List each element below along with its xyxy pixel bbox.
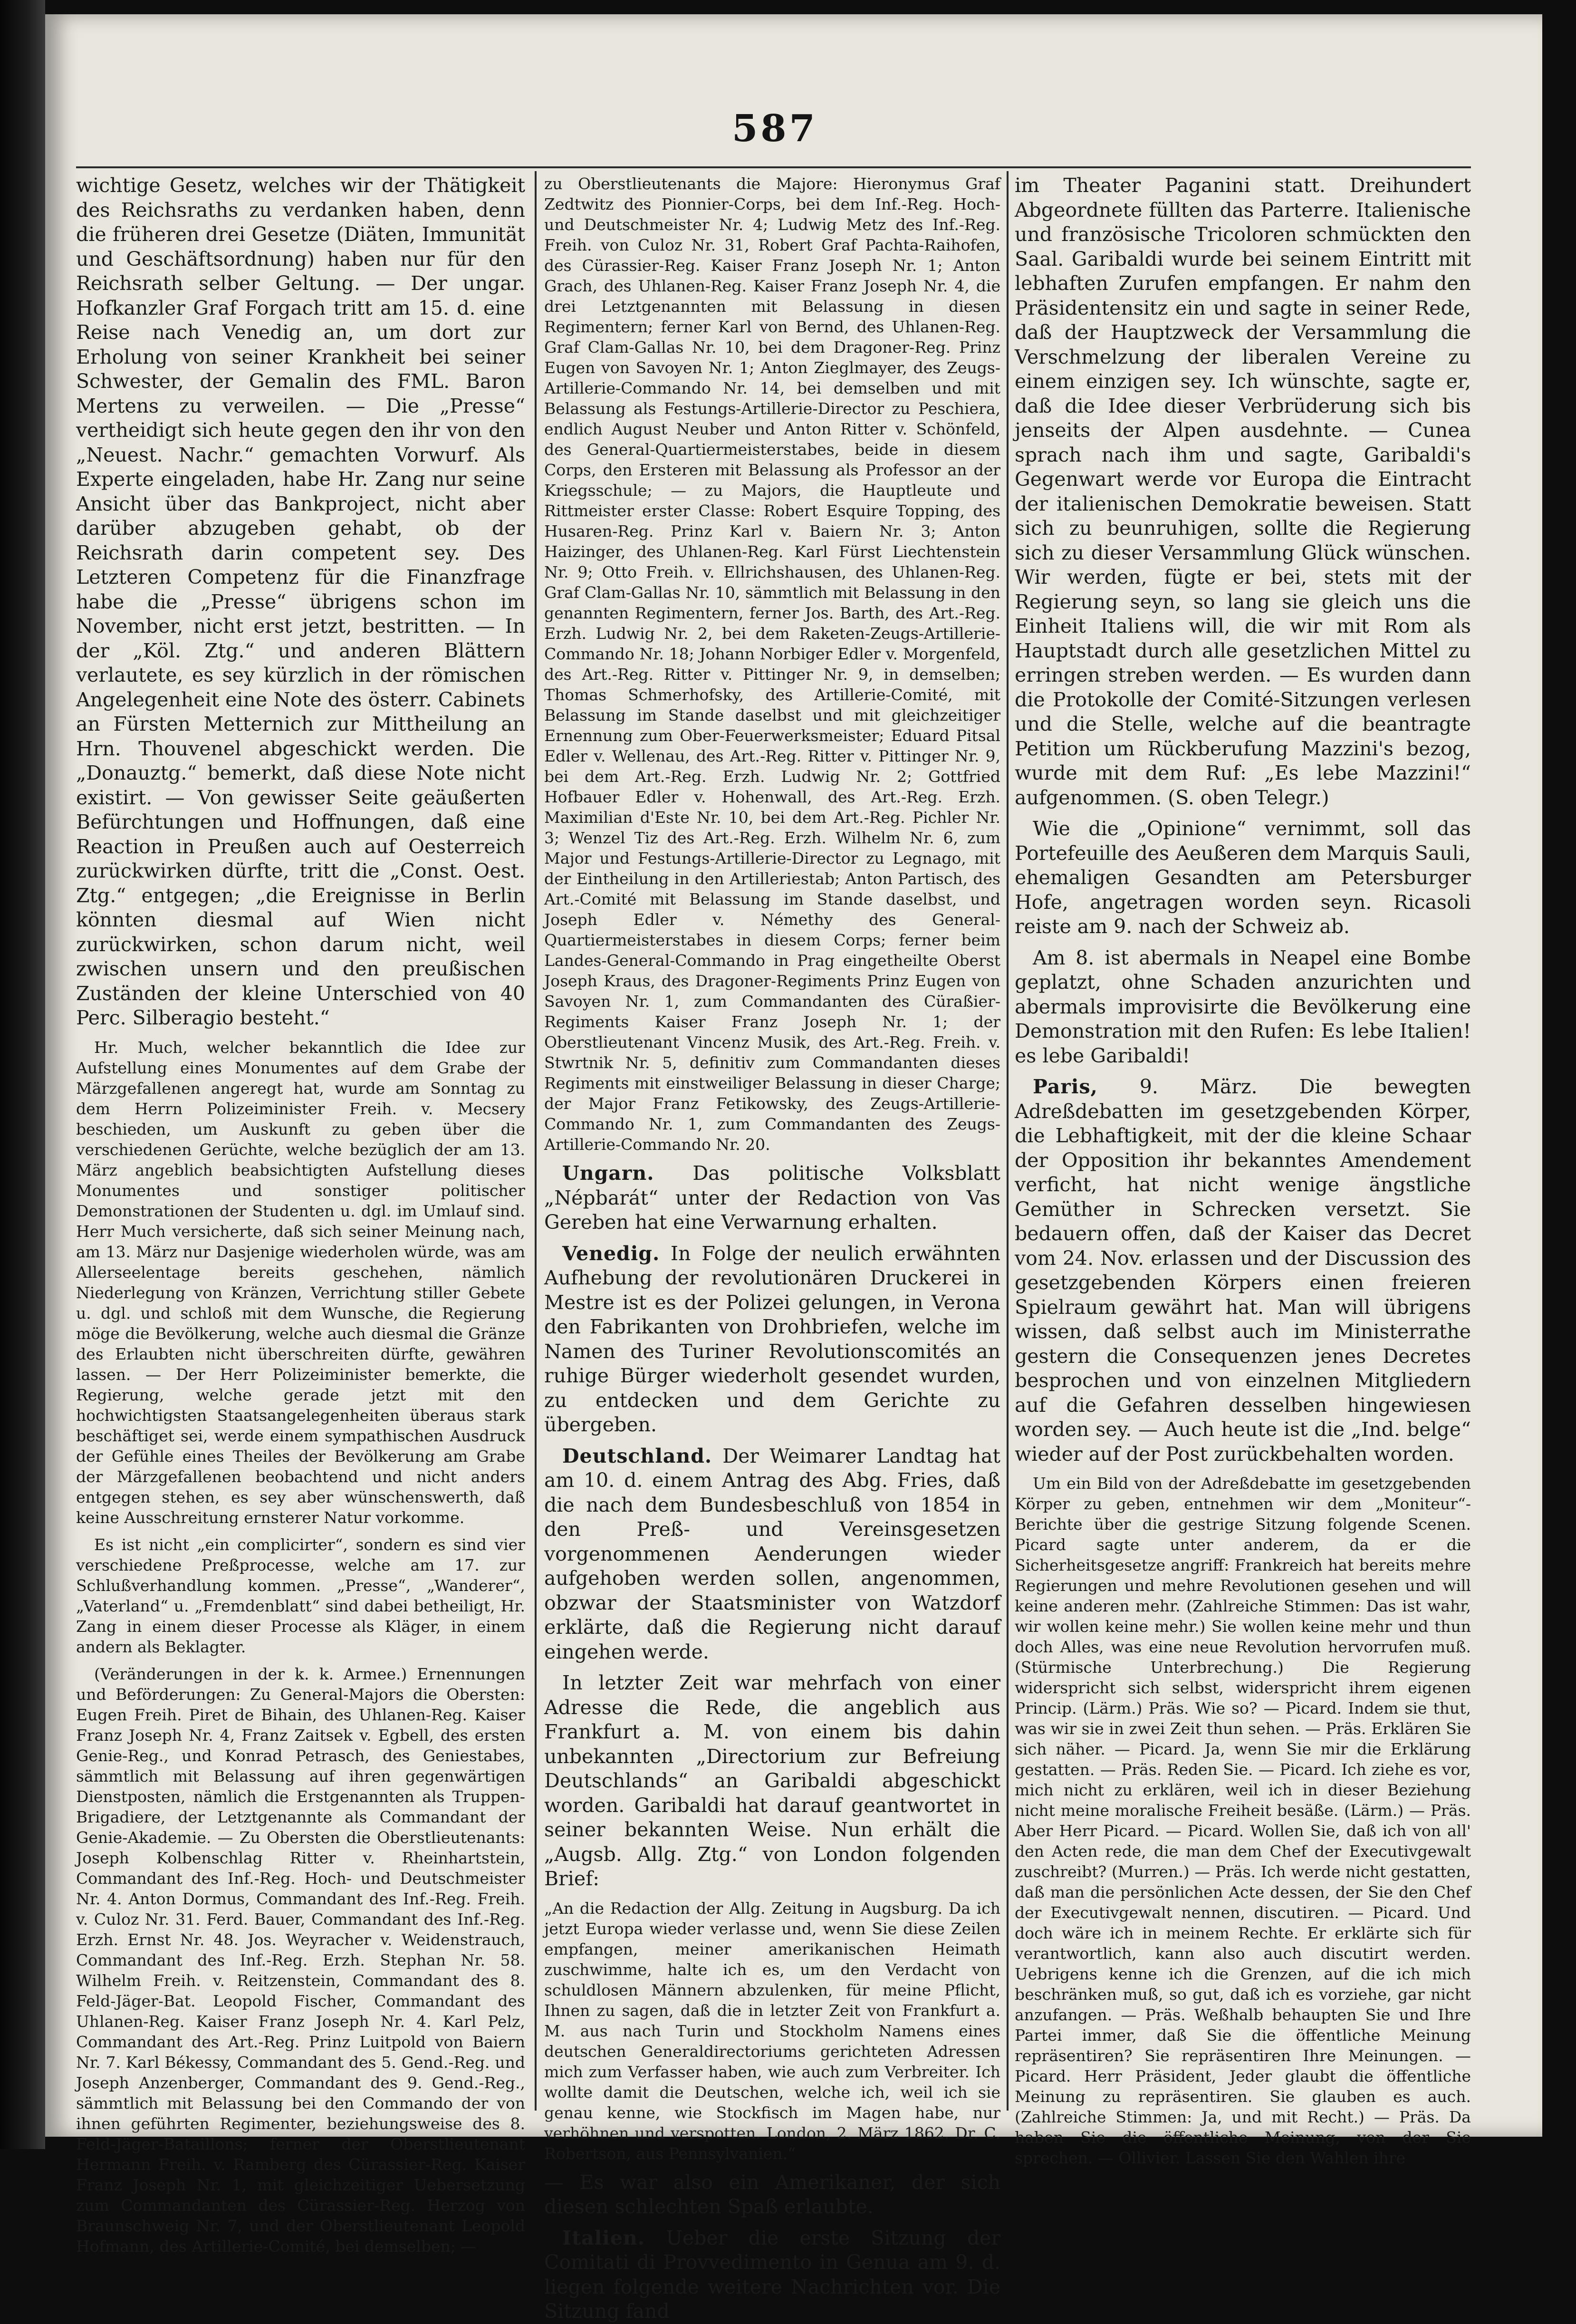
article-paragraph [1015,946,1471,1069]
column-divider [1007,171,1009,2111]
article-paragraph [1015,1473,1471,2168]
paragraph-text: 9. März. Die bewegten Adreßdebatten im gesetzgebenden Körper, die Lebhaftigkeit, mit der die kleine Schaar der Opposition ihr bekanntes Amendement verficht, hat nicht wenige ängstliche Gemüther in Schrecken versetzt. Sie bedauern offen, daß der Kaiser das Decret vom 24. Nov. erlassen und der Discussion des gesetzgebenden Körpers einen freieren Spielraum gewährt hat. Man will übrigens wissen, daß selbst auch im Ministerrathe gestern die Consequenzen jenes Decretes besprochen und von einzelnen Mitgliedern auf die Gefahren desselben hingewiesen worden sey. — Auch heute ist die „Ind. belge“ wieder auf der Post zurückbehalten worden. [1015,1075,1471,1466]
section-keyword: Paris, [1033,1075,1098,1098]
paragraph-text: Um ein Bild von der Adreßdebatte im gesetzgebenden Körper zu geben, entnehmen wir dem „Moniteur“-Berichte über die gestrige Sitzung folgende Scenen. Picard sagte unter anderem, da er die Sicherheitsgesetze angriff: Frankreich hat bereits mehre Regierungen und mehre Revolutionen gesehen und will keine anderen mehr. (Zahlreiche Stimmen: Das ist wahr, wir wollen keine mehr.) Sie wollen keine mehr und thun doch Alles, was eine neue Revolution hervorrufen muß. (Stürmische Unterbrechung.) Die Regierung widerspricht sich selbst, widerspricht ihrem eigenen Princip. (Lärm.) Präs. Wie so? — Picard. Indem sie thut, was wir sie in zwei Zeit thun sehen. — Präs. Erklären Sie sich näher. — Picard. Ja, wenn Sie mir die Erklärung gestatten. — Präs. Reden Sie. — Picard. Ich ziehe es vor, mich nicht zu erklären, weil ich in dieser Beziehung nicht meine moralische Freiheit besäße. (Lärm.) — Präs. Aber Herr Picard. — Picard. Wollen Sie, daß ich von all' den Acten rede, die man dem Chef der Executivgewalt zuschreibt? (Murren.) — Präs. Ich werde nicht gestatten, daß man die persönlichen Acte dessen, der Sie den Chef der Executivgewalt nennen, discutiren. — Picard. Und doch wäre ich in meinem Rechte. Er erklärte sich für verantwortlich, kann also auch discutirt werden. Uebrigens kenne ich die Grenzen, auf die ich mich beschränken muß, so gut, daß ich es vorziehe, gar nicht anzufangen. — Präs. Weßhalb behaupten Sie und Ihre Partei immer, daß Sie die öffentliche Meinung repräsentiren? Sie repräsentiren Ihre Meinungen. — Picard. Herr Präsident, Jeder glaubt die öffentliche Meinung zu repräsentiren. Sie glauben es auch. (Zahlreiche Stimmen: Ja, und mit Recht.) — Präs. Da haben Sie die öffentliche Meinung, von der Sie sprechen. — Ollivier. Lassen Sie den Wahlen ihre [1015,1474,1471,2167]
article-paragraph [544,1898,1000,2164]
paragraph-text: In Folge der neulich erwähnten Aufhebung der revolutionären Druckerei in Mestre ist es der Polizei gelungen, in Verona den Fabrikanten von Drohbriefen, welche im Namen des Turiner Revolutionscomités an ruhige Bürger wiederholt gesendet wurden, zu entdecken und dem Gerichte zu übergeben. [544,1242,1000,1436]
section-keyword: Venedig. [562,1242,660,1265]
article-paragraph [544,174,1000,1155]
article-paragraph [76,1037,525,1528]
article-paragraph [76,1534,525,1657]
paragraph-text: wichtige Gesetz, welches wir der Thätigkeit des Reichsraths zu verdanken haben, denn die früheren drei Gesetze (Diäten, Immunität und Geschäftsordnung) haben nur für den Reichsrath selber Geltung. — Der ungar. Hofkanzler Graf Forgach tritt am 15. d. eine Reise nach Venedig an, um dort zur Erholung von seiner Krankheit bei seiner Schwester, der Gemalin des FML. Baron Mertens zu verweilen. — Die „Presse“ vertheidigt sich heute gegen den ihr von den „Neuest. Nachr.“ gemachten Vorwurf. Als Experte eingeladen, habe Hr. Zang nur seine Ansicht über das Bankproject, nicht aber darüber abzugeben gehabt, ob der Reichsrath darin competent sey. Des Letzteren Competenz für die Finanzfrage habe die „Presse“ übrigens schon im November, nicht erst jetzt, bestritten. — In der „Köl. Ztg.“ und anderen Blättern verlautete, es sey kürzlich in der römischen Angelegenheit eine Note des österr. Cabinets an Fürsten Metternich zur Mittheilung an Hrn. Thouvenel abgeschickt werden. Die „Donauztg.“ bemerkt, daß diese Note nicht existirt. — Von gewisser Seite geäußerten Befürchtungen und Hoffnungen, daß eine Reaction in Preußen auch auf Oesterreich zurückwirken dürfte, tritt die „Const. Oest. Ztg.“ entgegen; „die Ereignisse in Berlin könnten diesmal auf Wien nicht zurückwirken, schon darum nicht, weil zwischen unsern und den preußischen Zuständen der kleine Unterschied von 40 Perc. Silberagio besteht.“ [76,174,525,1029]
paragraph-text: Es ist nicht „ein complicirter“, sondern es sind vier verschiedene Preßprocesse, welche am 17. zur Schlußverhandlung kommen. „Presse“, „Wanderer“, „Vaterland“ u. „Fremdenblatt“ sind dabei betheiligt, Hr. Zang in einem dieser Processe als Kläger, in einem andern als Beklagter. [76,1535,525,1656]
column-middle [544,174,1000,2323]
paragraph-text: „An die Redaction der Allg. Zeitung in Augsburg. Da ich jetzt Europa wieder verlasse und, wenn Sie diese Zeilen empfangen, meiner amerikanischen Heimath zuschwimme, halte ich es, um den Verdacht von schuldlosen Männern abzulenken, für meine Pflicht, Ihnen zu sagen, daß die in letzter Zeit von Frankfurt a. M. aus nach Turin und Stockholm Namens eines deutschen Generaldirectoriums gerichteten Adressen mich zum Verfasser haben, wie auch zum Verbreiter. Ich wollte damit die Deutschen, welche ich, weil ich sie genau kenne, wie Stockfisch im Magen habe, nur verhöhnen und verspotten. London, 2. März 1862. Dr. C. Robertson, aus Pennsylvanien.“ [544,1899,1000,2163]
article-paragraph [1015,817,1471,939]
article-paragraph [1015,1075,1471,1466]
article-paragraph [544,1671,1000,1891]
paragraph-text: Hr. Much, welcher bekanntlich die Idee zur Aufstellung eines Monumentes auf dem Grabe der Märzgefallenen angeregt hat, wurde am Sonntag zu dem Herrn Polizeiminister Freih. v. Mecsery beschieden, um Auskunft zu geben über die verschiedenen Gerüchte, welche bezüglich der am 13. März angeblich beabsichtigten Aufstellung dieses Monumentes und sonstiger politischer Demonstrationen der Studenten u. dgl. im Umlauf sind. Herr Much versicherte, daß sich seiner Meinung nach, am 13. März nur Dasjenige wiederholen würde, was am Allerseelentage bereits geschehen, nämlich Niederlegung von Kränzen, Verrichtung stiller Gebete u. dgl. und schloß mit dem Wunsche, die Regierung möge die Bevölkerung, welche auch diesmal die Gränze des Erlaubten nicht überschreiten dürfte, gewähren lassen. — Der Herr Polizeiminister bemerkte, die Regierung, welche gerade jetzt mit den hochwichtigsten Staatsangelegenheiten überaus stark beschäftiget sei, werde einem sympathischen Ausdruck der Gefühle eines Theiles der Bevölkerung am Grabe der Märzgefallenen beobachtend und nicht anders entgegen stehen, es sey aber wünschenswerth, daß keine Ausschreitung ernsterer Natur vorkomme. [76,1038,525,1527]
article-paragraph [76,174,525,1031]
page-number: 587 [732,107,818,150]
article-paragraph [1015,174,1471,810]
paragraph-text: Der Weimarer Landtag hat am 10. d. einem Antrag des Abg. Fries, daß die nach dem Bundesbeschluß von 1854 in den Preß- und Vereinsgesetzen vorgenommenen Aenderungen wieder aufgehoben werden sollen, angenommen, obzwar der Staatsminister von Watzdorf erklärte, daß die Regierung nicht darauf eingehen werde. [544,1444,1000,1663]
article-paragraph [544,2170,1000,2219]
column-right [1015,174,1471,2167]
paragraph-text: Ueber die erste Sitzung der Comitati di Provvedimento in Genua am 9. d. liegen folgende weitere Nachrichten vor. Die Sitzung fand [544,2226,1000,2323]
paragraph-text: — Es war also ein Amerikaner, der sich diesen schlechten Spaß erlaubte. [544,2170,1000,2218]
article-paragraph [544,1242,1000,1437]
paragraph-text: Wie die „Opinione“ vernimmt, soll das Portefeuille des Aeußeren dem Marquis Sauli, ehemaligen Gesandten am Petersburger Hofe, angetragen worden seyn. Ricasoli reiste am 9. nach der Schweiz ab. [1015,817,1471,938]
paragraph-text: im Theater Paganini statt. Dreihundert Abgeordnete füllten das Parterre. Italienische und französische Tricoloren schmückten den Saal. Garibaldi wurde bei seinem Eintritt mit lebhaften Zurufen empfangen. Er nahm den Präsidentensitz ein und sagte in seiner Rede, daß der Hauptzweck der Versammlung die Verschmelzung der liberalen Vereine zu einem einzigen sey. Ich wünschte, sagte er, daß die Idee dieser Verbrüderung sich bis jenseits der Alpen ausdehnte. — Cunea sprach nach ihm und sagte, Garibaldi's Gegenwart werde vor Europa die Eintracht der italienischen Demokratie beweisen. Statt sich zu beunruhigen, sollte die Regierung sich zu dieser Versammlung Glück wünschen. Wir werden, fügte er bei, stets mit der Regierung seyn, so lang sie gleich uns die Einheit Italiens will, die wir mit Rom als Hauptstadt durch alle gesetzlichen Mittel zu erringen streben werden. — Es wurden dann die Protokolle der Comité-Sitzungen verlesen und die Stelle, welche auf die beantragte Petition um Rückberufung Mazzini's bezog, wurde mit dem Ruf: „Es lebe Mazzini!“ aufgenommen. (S. oben Telegr.) [1015,174,1471,809]
article-paragraph [544,1444,1000,1665]
paragraph-text: zu Oberstlieutenants die Majore: Hieronymus Graf Zedtwitz des Pionnier-Corps, bei dem Inf.-Reg. Hoch- und Deutschmeister Nr. 4; Ludwig Metz des Inf.-Reg. Freih. von Culoz Nr. 31, Robert Graf Pachta-Raihofen, des Cürassier-Reg. Kaiser Franz Joseph Nr. 1; Anton Grach, des Uhlanen-Reg. Kaiser Franz Joseph Nr. 4, die drei Letztgenannten mit Belassung in diesen Regimentern; ferner Karl von Bernd, des Uhlanen-Reg. Graf Clam-Gallas Nr. 10, bei dem Dragoner-Reg. Prinz Eugen von Savoyen Nr. 1; Anton Zieglmayer, des Zeugs-Artillerie-Commando Nr. 14, bei demselben und mit Belassung als Festungs-Artillerie-Director zu Peschiera, endlich August Neuber und Anton Ritter v. Schönfeld, des General-Quartiermeisterstabes, beide in diesem Corps, den Ersteren mit Belassung als Professor an der Kriegsschule; — zu Majors, die Hauptleute und Rittmeister erster Classe: Robert Esquire Topping, des Husaren-Reg. Prinz Karl v. Baiern Nr. 3; Anton Haizinger, des Uhlanen-Reg. Karl Fürst Liechtenstein Nr. 9; Otto Freih. v. Ellrichshausen, des Uhlanen-Reg. Graf Clam-Gallas Nr. 10, sämmtlich mit Belassung in den genannten Regimentern, ferner Jos. Barth, des Art.-Reg. Erzh. Ludwig Nr. 2, bei dem Raketen-Zeugs-Artillerie-Commando Nr. 18; Johann Norbiger Edler v. Morgenfeld, des Art.-Reg. Ritter v. Pittinger Nr. 9, in demselben; Thomas Schmerhofsky, des Artillerie-Comité, mit Belassung im Stande daselbst und mit gleichzeitiger Ernennung zum Ober-Feuerwerksmeister; Eduard Pitsal Edler v. Wellenau, des Art.-Reg. Ritter v. Pittinger Nr. 9, bei dem Art.-Reg. Erzh. Ludwig Nr. 2; Gottfried Hofbauer Edler v. Hohenwall, des Art.-Reg. Erzh. Maximilian d'Este Nr. 10, bei dem Art.-Reg. Pichler Nr. 3; Wenzel Tiz des Art.-Reg. Erzh. Wilhelm Nr. 6, zum Major und Festungs-Artillerie-Director zu Legnago, mit der Eintheilung in den Artilleriestab; Anton Partisch, des Art.-Comité mit Belassung im Stande daselbst, und Joseph Edler v. Némethy des General-Quartiermeisterstabes in diesem Corps; ferner beim Landes-General-Commando in Prag eingetheilte Oberst Joseph Kraus, des Dragoner-Regiments Prinz Eugen von Savoyen Nr. 1, zum Commandanten des Cüraßier-Regiments Kaiser Franz Joseph Nr. 1; der Oberstlieutenant Vincenz Musik, des Art.-Reg. Freih. v. Stwrtnik Nr. 5, definitiv zum Commandanten dieses Regiments mit einstweiliger Belassung in dieser Charge; der Major Franz Fetikowsky, des Zeugs-Artillerie-Commando Nr. 1, zum Commandanten des Zeugs-Artillerie-Commando Nr. 20. [544,174,1000,1154]
article-paragraph [544,1161,1000,1235]
section-keyword: Deutschland. [562,1444,712,1467]
section-keyword: Italien. [562,2226,645,2249]
section-keyword: Ungarn. [562,1162,654,1185]
header-rule [76,166,1471,168]
column-left [76,174,525,2256]
paragraph-text: In letzter Zeit war mehrfach von einer Adresse die Rede, die angeblich aus Frankfurt a. M. von einem bis dahin unbekannten „Directorium zur Befreiung Deutschlands“ an Garibaldi abgeschickt worden. Garibaldi hat darauf geantwortet in seiner bekannten Weise. Nun erhält die „Augsb. Allg. Ztg.“ von London folgenden Brief: [544,1671,1000,1890]
paragraph-text: Am 8. ist abermals in Neapel eine Bombe geplatzt, ohne Schaden anzurichten und abermals improvisirte die Bevölkerung eine Demonstration mit den Rufen: Es lebe Italien! es lebe Garibaldi! [1015,946,1471,1067]
column-divider [535,171,537,2111]
article-paragraph [76,1664,525,2256]
book-spine-shadow [0,0,45,2149]
paragraph-text: Das politische Volksblatt „Népbarát“ unter der Redaction von Vas Gereben hat eine Verwarnung erhalten. [544,1162,1000,1234]
paragraph-text: (Veränderungen in der k. k. Armee.) Ernennungen und Beförderungen: Zu General-Majors die Obersten: Eugen Freih. Piret de Bihain, des Uhlanen-Reg. Kaiser Franz Joseph Nr. 4, Franz Zaitsek v. Egbell, des ersten Genie-Reg., und Konrad Petrasch, des Geniestabes, sämmtlich mit Belassung auf ihren gegenwärtigen Dienstposten, nämlich die Erstgenannten als Truppen-Brigadiere, der Letztgenannte als Commandant der Genie-Akademie. — Zu Obersten die Oberstlieutenants: Joseph Kolbenschlag Ritter v. Rheinhartstein, Commandant des Inf.-Reg. Hoch- und Deutschmeister Nr. 4. Anton Dormus, Commandant des Inf.-Reg. Freih. v. Culoz Nr. 31. Ferd. Bauer, Commandant des Inf.-Reg. Erzh. Ernst Nr. 48. Jos. Weyracher v. Weidenstrauch, Commandant des Inf.-Reg. Erzh. Stephan Nr. 58. Wilhelm Freih. v. Reitzenstein, Commandant des 8. Feld-Jäger-Bat. Leopold Fischer, Commandant des Uhlanen-Reg. Kaiser Franz Joseph Nr. 4. Karl Pelz, Commandant des Art.-Reg. Prinz Luitpold von Baiern Nr. 7. Karl Békessy, Commandant des 5. Gend.-Reg. und Joseph Anzenberger, Commandant des 9. Gend.-Reg., sämmtlich mit Belassung bei den Commando der von ihnen geführten Regimenter, beziehungsweise des 8. Feld-Jäger-Bataillons; ferner der Oberstlieutenant Hermann Freih. v. Ramberg des Cürassier-Reg. Kaiser Franz Joseph Nr. 1, mit gleichzeitiger Uebersetzung zum Commandanten des Cürassier-Reg. Herzog von Braunschweig Nr. 7, und der Oberstlieutenant Leopold Hofmann, des Artillerie-Comité, bei demselben; — [76,1664,525,2256]
article-paragraph [544,2226,1000,2324]
